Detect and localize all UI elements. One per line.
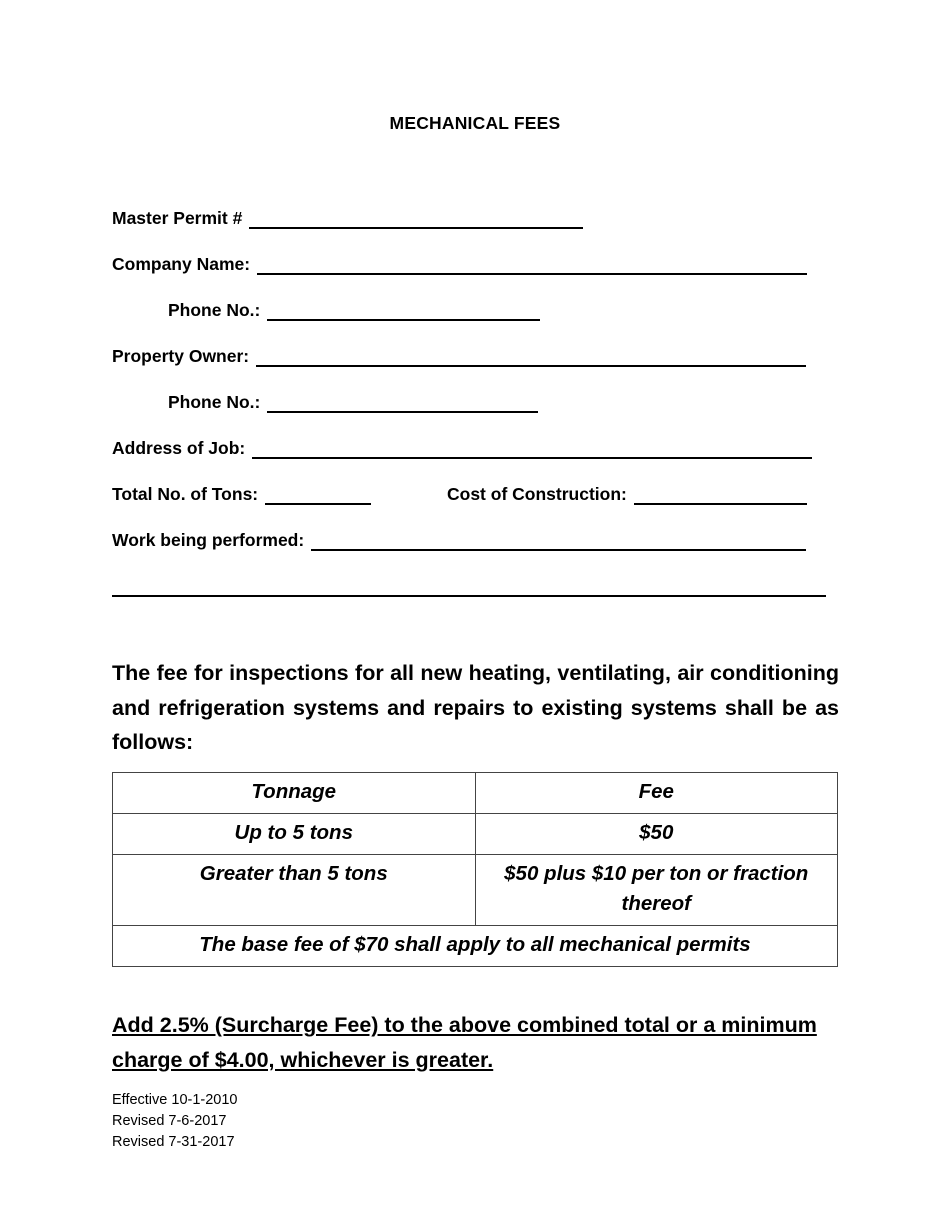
property-owner-row bbox=[112, 343, 806, 369]
page-title: MECHANICAL FEES bbox=[389, 113, 561, 133]
owner-phone-row bbox=[168, 389, 538, 415]
tons-field[interactable] bbox=[265, 481, 371, 505]
revision-line: Effective 10-1-2010 bbox=[112, 1092, 238, 1108]
work-field[interactable] bbox=[311, 527, 806, 551]
company-name-field[interactable] bbox=[257, 251, 807, 275]
fee-cell: $50 bbox=[475, 814, 838, 855]
tons-label: Total No. of Tons: bbox=[112, 484, 259, 504]
base-fee-note: The base fee of $70 shall apply to all mechanical permits bbox=[113, 926, 838, 967]
tons-row bbox=[112, 481, 371, 507]
revision-history bbox=[112, 1090, 237, 1153]
address-field[interactable] bbox=[252, 435, 812, 459]
surcharge-note: Add 2.5% (Surcharge Fee) to the above combined total or a minimum charge of $4.00, whichever is greater. bbox=[112, 1013, 817, 1072]
fee-header: Fee bbox=[475, 773, 838, 814]
property-owner-label: Property Owner: bbox=[112, 346, 250, 366]
cost-row bbox=[447, 481, 807, 507]
address-label: Address of Job: bbox=[112, 438, 246, 458]
work-continuation-field[interactable] bbox=[112, 595, 826, 597]
fee-table bbox=[112, 772, 838, 967]
cost-field[interactable] bbox=[634, 481, 807, 505]
work-row bbox=[112, 527, 806, 553]
fee-table-footer-row bbox=[113, 926, 838, 967]
fee-intro-paragraph: The fee for inspections for all new heating, ventilating, air conditioning and refrigeration systems and repairs to existing systems shall be as follows: bbox=[112, 661, 839, 754]
master-permit-field[interactable] bbox=[249, 205, 583, 229]
owner-phone-field[interactable] bbox=[267, 389, 538, 413]
master-permit-row bbox=[112, 205, 583, 231]
tonnage-cell: Greater than 5 tons bbox=[113, 855, 476, 926]
cost-label: Cost of Construction: bbox=[447, 484, 627, 504]
property-owner-field[interactable] bbox=[256, 343, 806, 367]
fee-table-header-row bbox=[113, 773, 838, 814]
revision-line: Revised 7-31-2017 bbox=[112, 1134, 235, 1150]
address-row bbox=[112, 435, 812, 461]
tonnage-cell: Up to 5 tons bbox=[113, 814, 476, 855]
company-phone-field[interactable] bbox=[267, 297, 540, 321]
company-name-label: Company Name: bbox=[112, 254, 251, 274]
revision-line: Revised 7-6-2017 bbox=[112, 1113, 227, 1129]
work-label: Work being performed: bbox=[112, 530, 305, 550]
table-row bbox=[113, 855, 838, 926]
company-phone-row bbox=[168, 297, 540, 323]
master-permit-label: Master Permit # bbox=[112, 208, 243, 228]
fee-cell: $50 plus $10 per ton or fraction thereof bbox=[475, 855, 838, 926]
tonnage-header: Tonnage bbox=[113, 773, 476, 814]
owner-phone-label: Phone No.: bbox=[168, 392, 261, 412]
company-phone-label: Phone No.: bbox=[168, 300, 261, 320]
table-row bbox=[113, 814, 838, 855]
company-name-row bbox=[112, 251, 807, 277]
